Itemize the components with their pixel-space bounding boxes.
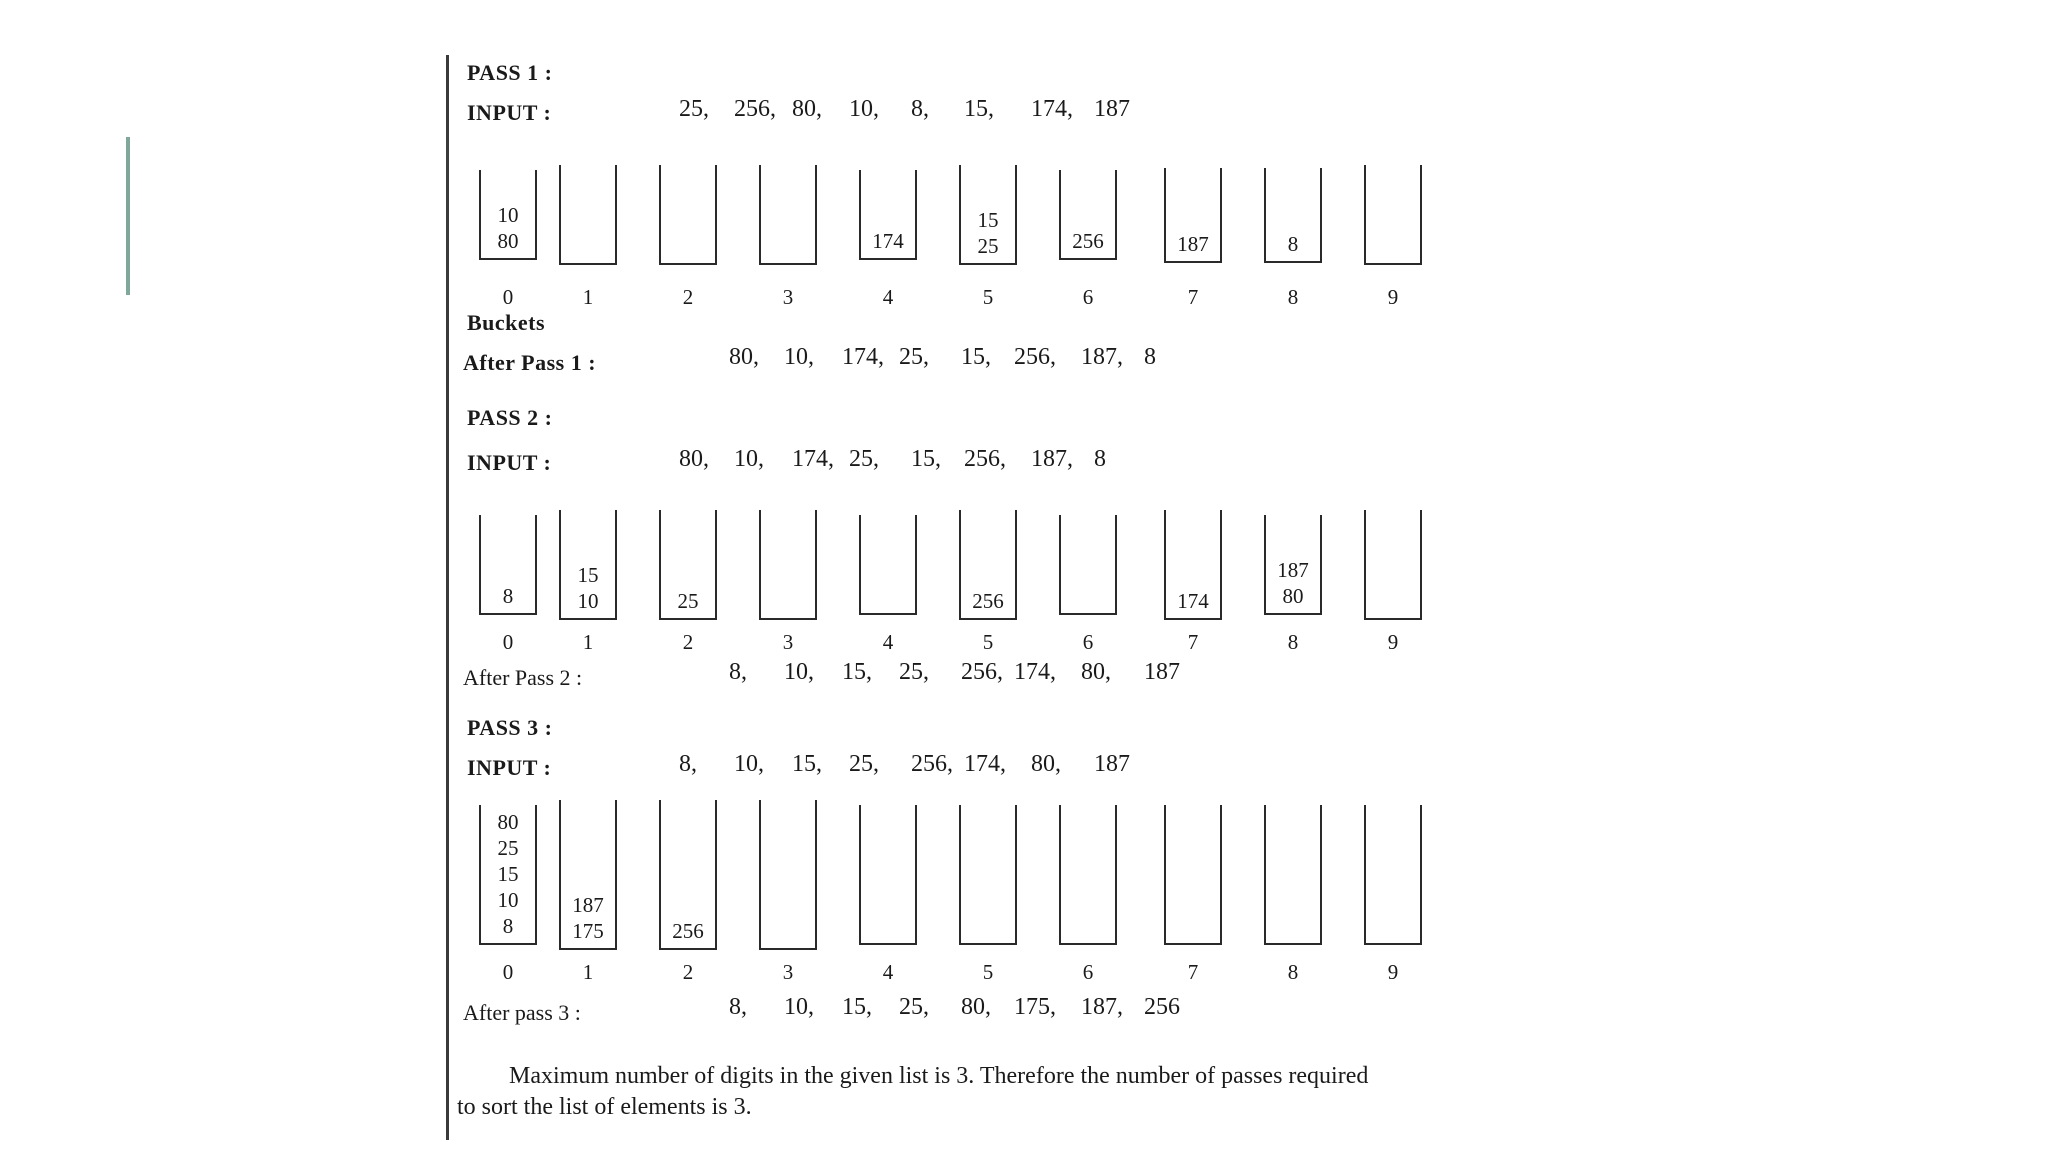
after-pass-value: 256, (961, 659, 1003, 685)
bucket-index: 3 (782, 630, 794, 654)
bucket-index: 4 (882, 960, 894, 984)
bucket-index: 2 (682, 630, 694, 654)
after-pass-value: 15, (842, 994, 872, 1020)
after-pass-value: 80, (729, 344, 759, 370)
bucket-0 (479, 515, 537, 615)
bucket-item: 187 (1277, 558, 1309, 582)
bucket-9 (1364, 805, 1422, 945)
bucket-index: 3 (782, 960, 794, 984)
bucket-4 (859, 170, 917, 260)
bucket-index: 0 (502, 285, 514, 309)
after-pass-value: 25, (899, 994, 929, 1020)
pass-title: PASS 1 : (467, 60, 553, 85)
bucket-item: 187 (1177, 231, 1209, 256)
input-value: 174, (964, 751, 1006, 777)
after-pass-value: 8, (729, 994, 747, 1020)
after-pass-label: After pass 3 : (463, 1000, 581, 1025)
bucket-2 (659, 165, 717, 265)
bucket-index: 0 (502, 960, 514, 984)
bucket-index: 8 (1287, 630, 1299, 654)
bucket-item: 10 (497, 203, 519, 227)
after-pass-value: 10, (784, 659, 814, 685)
input-value: 174, (792, 446, 834, 472)
bucket-6 (1059, 170, 1117, 260)
bucket-index: 2 (682, 285, 694, 309)
bucket-0 (479, 805, 537, 945)
input-value: 187 (1094, 751, 1130, 777)
after-pass-value: 174, (1014, 659, 1056, 685)
bucket-index: 5 (982, 960, 994, 984)
input-value: 25, (849, 446, 879, 472)
input-label: INPUT : (467, 755, 552, 780)
input-value: 15, (792, 751, 822, 777)
bucket-9 (1364, 165, 1422, 265)
after-pass-value: 187 (1144, 659, 1180, 685)
input-value: 8, (679, 751, 697, 777)
pass-title: PASS 2 : (467, 405, 553, 430)
after-pass-value: 10, (784, 994, 814, 1020)
bucket-2 (659, 510, 717, 620)
bucket-6 (1059, 515, 1117, 615)
input-value: 187 (1094, 96, 1130, 122)
after-pass-value: 8, (729, 659, 747, 685)
after-pass-value: 187, (1081, 344, 1123, 370)
input-value: 25, (679, 96, 709, 122)
after-pass-value: 175, (1014, 994, 1056, 1020)
input-label: INPUT : (467, 100, 552, 125)
bucket-item: 187 (572, 893, 604, 917)
bucket-item: 15 (977, 208, 999, 232)
bucket-index: 6 (1082, 630, 1094, 654)
bucket-index: 7 (1187, 630, 1199, 654)
bucket-index: 6 (1082, 285, 1094, 309)
after-pass-value: 80, (961, 994, 991, 1020)
bucket-index: 7 (1187, 960, 1199, 984)
input-value: 8 (1094, 446, 1106, 472)
bucket-item: 15 (497, 862, 519, 886)
input-value: 8, (911, 96, 929, 122)
after-pass-value: 80, (1081, 659, 1111, 685)
bucket-item: 10 (577, 589, 599, 613)
bucket-1 (559, 800, 617, 950)
bucket-index: 3 (782, 285, 794, 309)
bucket-item: 80 (1282, 584, 1304, 608)
bucket-index: 9 (1387, 960, 1399, 984)
input-value: 256, (911, 751, 953, 777)
input-value: 80, (792, 96, 822, 122)
input-value: 10, (734, 446, 764, 472)
after-pass-value: 8 (1144, 344, 1156, 370)
after-pass-value: 15, (842, 659, 872, 685)
bucket-item: 25 (977, 234, 999, 258)
input-value: 10, (734, 751, 764, 777)
bucket-index: 6 (1082, 960, 1094, 984)
bucket-7 (1164, 168, 1222, 263)
scanned-page (446, 55, 1479, 1140)
input-value: 187, (1031, 446, 1073, 472)
bucket-item: 80 (497, 810, 519, 834)
bucket-item: 256 (1072, 229, 1104, 253)
bucket-item: 256 (672, 919, 704, 943)
bucket-3 (759, 165, 817, 265)
bucket-item: 80 (497, 229, 519, 253)
bucket-4 (859, 515, 917, 615)
bucket-3 (759, 510, 817, 620)
bucket-index: 7 (1187, 285, 1199, 309)
after-pass-label: After Pass 2 : (463, 665, 583, 690)
bucket-item: 175 (572, 919, 604, 943)
bucket-8 (1264, 515, 1322, 615)
bucket-item: 8 (1287, 231, 1299, 256)
bucket-2 (659, 800, 717, 950)
after-pass-value: 256, (1014, 344, 1056, 370)
bucket-item: 8 (502, 584, 514, 608)
input-value: 174, (1031, 96, 1073, 122)
input-label: INPUT : (467, 450, 552, 475)
bucket-index: 9 (1387, 630, 1399, 654)
bucket-item: 256 (972, 589, 1004, 613)
input-value: 15, (911, 446, 941, 472)
pass-title: PASS 3 : (467, 715, 553, 740)
bucket-index: 0 (502, 630, 514, 654)
bucket-index: 9 (1387, 285, 1399, 309)
bucket-7 (1164, 510, 1222, 620)
bucket-1 (559, 510, 617, 620)
bucket-9 (1364, 510, 1422, 620)
bucket-7 (1164, 805, 1222, 945)
bucket-3 (759, 800, 817, 950)
after-pass-value: 256 (1144, 994, 1180, 1020)
bucket-index: 5 (982, 285, 994, 309)
after-pass-value: 174, (842, 344, 884, 370)
input-value: 256, (964, 446, 1006, 472)
bucket-8 (1264, 805, 1322, 945)
accent-bar (126, 137, 130, 295)
bucket-index: 1 (582, 285, 594, 309)
after-pass-value: 10, (784, 344, 814, 370)
bucket-item: 15 (577, 563, 599, 587)
input-value: 256, (734, 96, 776, 122)
footnote-line-1: Maximum number of digits in the given list is 3. Therefore the number of passes required (509, 1063, 1369, 1089)
bucket-4 (859, 805, 917, 945)
bucket-item: 25 (497, 836, 519, 860)
bucket-index: 1 (582, 630, 594, 654)
bucket-index: 8 (1287, 960, 1299, 984)
bucket-index: 8 (1287, 285, 1299, 309)
bucket-item: 10 (497, 888, 519, 912)
bucket-8 (1264, 168, 1322, 263)
bucket-1 (559, 165, 617, 265)
bucket-index: 1 (582, 960, 594, 984)
after-pass-value: 25, (899, 659, 929, 685)
bucket-index: 5 (982, 630, 994, 654)
input-value: 10, (849, 96, 879, 122)
after-pass-value: 25, (899, 344, 929, 370)
bucket-index: 2 (682, 960, 694, 984)
bucket-item: 8 (502, 914, 514, 938)
bucket-6 (1059, 805, 1117, 945)
after-pass-label: After Pass 1 : (463, 350, 597, 375)
input-value: 25, (849, 751, 879, 777)
bucket-item: 174 (1177, 589, 1209, 613)
bucket-5 (959, 165, 1017, 265)
bucket-index: 4 (882, 630, 894, 654)
input-value: 15, (964, 96, 994, 122)
bucket-5 (959, 510, 1017, 620)
bucket-5 (959, 805, 1017, 945)
bucket-0 (479, 170, 537, 260)
footnote-line-2: to sort the list of elements is 3. (457, 1094, 752, 1120)
input-value: 80, (1031, 751, 1061, 777)
bucket-index: 4 (882, 285, 894, 309)
buckets-caption: Buckets (467, 310, 546, 335)
after-pass-value: 187, (1081, 994, 1123, 1020)
input-value: 80, (679, 446, 709, 472)
after-pass-value: 15, (961, 344, 991, 370)
bucket-item: 174 (872, 229, 904, 253)
bucket-item: 25 (677, 589, 699, 613)
